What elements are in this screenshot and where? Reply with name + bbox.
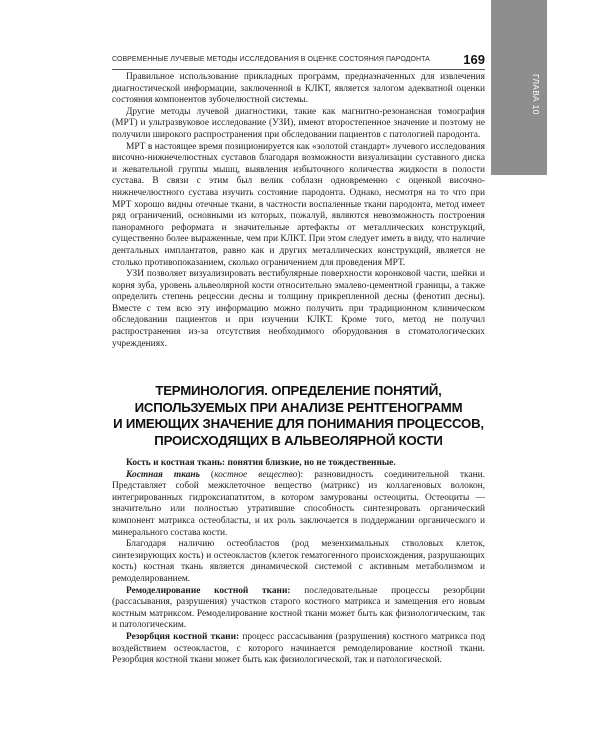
section-heading-line: ТЕРМИНОЛОГИЯ. ОПРЕДЕЛЕНИЕ ПОНЯТИЙ, bbox=[155, 383, 442, 398]
term-gloss: костное вещество bbox=[214, 469, 298, 480]
definition-bone-tissue: Костная ткань (костное вещество): разновидность соединительной ткани. Представляет собой межклеточное вещество (матрикс) из коллагеновых волокон, интегрированных гидроксиапатитом, в котором замурованы остеоциты. Остеоциты — значительно или полностью утратившие способность синтезировать органический компонент матрикса остеобласты, и их роль заключается в поддержании органического и минерального состава кости. bbox=[112, 469, 486, 538]
definition-text: разновидность соединительной ткани. Представляет собой межклеточное вещество (матрикс) из коллагеновых волокон, интегрированных гидроксиапатитом, в котором замурованы остеоциты. Остеоциты — значительно или полностью утратившие способность синтезировать органический компонент матрикса остеобласты, и их роль заключается в поддержании органического и минерального состава кости. bbox=[112, 469, 486, 538]
section-heading-line: ПРОИСХОДЯЩИХ В АЛЬВЕОЛЯРНОЙ КОСТИ bbox=[154, 432, 443, 448]
page-number: 169 bbox=[463, 52, 485, 67]
term: Костная ткань bbox=[126, 469, 200, 480]
term: Ремоделирование костной ткани: bbox=[126, 585, 291, 596]
page-header bbox=[112, 52, 485, 68]
paragraph: Правильное использование прикладных программ, предназначенных для извлечения диагностической информации, заключенной в КЛКТ, является залогом адекватной оценки состояния компонентов зубочелюстной системы. bbox=[112, 72, 485, 106]
paragraph: МРТ в настоящее время позиционируется как «золотой стандарт» лучевого исследования височно-нижнечелюстных суставов благодаря возможности визуализации суставного диска и жевательной группы мышц, выявления избыточного количества жидкости в полости сустава. В связи с этим был велик соблазн одновременно с оценкой височно-нижнечелюстного сустава изучить состояние пародонта. Однако, несмотря на то что при МРТ хорошо видны отечные ткани, в частности воспаленные ткани пародонта, метод имеет ряд ограничений, основными из которых, пожалуй, являются невозможность построения панорамного реформата и значительные артефакты от металлических конструкций, существенно более выраженные, чем при КЛКТ. При этом следует иметь в виду, что наличие дентальных имплантатов, равно как и других металлических конструкций, является не столько противопоказанием, сколько ограничением для проведения МРТ. bbox=[112, 141, 485, 268]
lower-body-text bbox=[112, 458, 485, 667]
paragraph: Другие методы лучевой диагностики, такие как магнитно-резонансная томография (МРТ) и ультразвуковое исследование (УЗИ), имеют второстепенное значение и поэтому не получили широкого распространения при обследовании пациентов с патологией пародонта. bbox=[112, 106, 485, 140]
section-heading-line: И ИМЕЮЩИХ ЗНАЧЕНИЕ ДЛЯ ПОНИМАНИЯ ПРОЦЕССОВ, bbox=[113, 416, 484, 431]
definition-remodeling bbox=[112, 586, 485, 632]
definition-text: процесс рассасывания (разрушения) костного матрикса под воздействием остеокластов, с которого начинается ремоделирование костной ткани. Резорбция костной ткани может быть как физиологической, так и патологической. bbox=[112, 631, 486, 666]
paragraph: УЗИ позволяет визуализировать вестибулярные поверхности коронковой части, шейки и корня зуба, уровень альвеолярной кости относительно эмалево-цементной границы, а также определить степень рецессии десны и толщину прикрепленной десны (фенотип десны). Вместе с тем всю эту информацию можно получить при традиционном клиническом обследовании пациентов и при изучении КЛКТ. Кроме того, метод не получил распространения из-за отсутствия необходимого оборудования в стоматологических учреждениях. bbox=[112, 269, 485, 349]
section-heading-line: ИСПОЛЬЗУЕМЫХ ПРИ АНАЛИЗЕ РЕНТГЕНОГРАММ bbox=[134, 399, 463, 415]
upper-body-text bbox=[112, 72, 485, 350]
section-heading bbox=[112, 383, 485, 449]
chapter-tab-label: ГЛАВА 10 bbox=[531, 74, 541, 115]
header-divider bbox=[112, 69, 485, 70]
term: Резорбция костной ткани: bbox=[126, 631, 240, 642]
chapter-side-tab bbox=[491, 0, 547, 175]
running-title: СОВРЕМЕННЫЕ ЛУЧЕВЫЕ МЕТОДЫ ИССЛЕДОВАНИЯ В ОЦЕНКЕ СОСТОЯНИЯ ПАРОДОНТА bbox=[112, 56, 430, 63]
definition-text: последовательные процессы резорбции (рассасывания, разрушения) участков старого костного матрикса и замещения его новым костным матриксом. Ремоделирование костной ткани может быть как физиологическим, так и патологическим. bbox=[112, 585, 485, 631]
subheading: Кость и костная ткань: понятия близкие, но не тождественные. bbox=[126, 458, 396, 468]
definition-resorption bbox=[112, 632, 485, 667]
paragraph: Благодаря наличию остеобластов (род мезенхимальных стволовых клеток, синтезирующих кость) и остеокластов (клеток гематогенного происхождения, разрушающих кость) костная ткань является динамической системой с активным метаболизмом и ремоделированием. bbox=[112, 539, 485, 584]
